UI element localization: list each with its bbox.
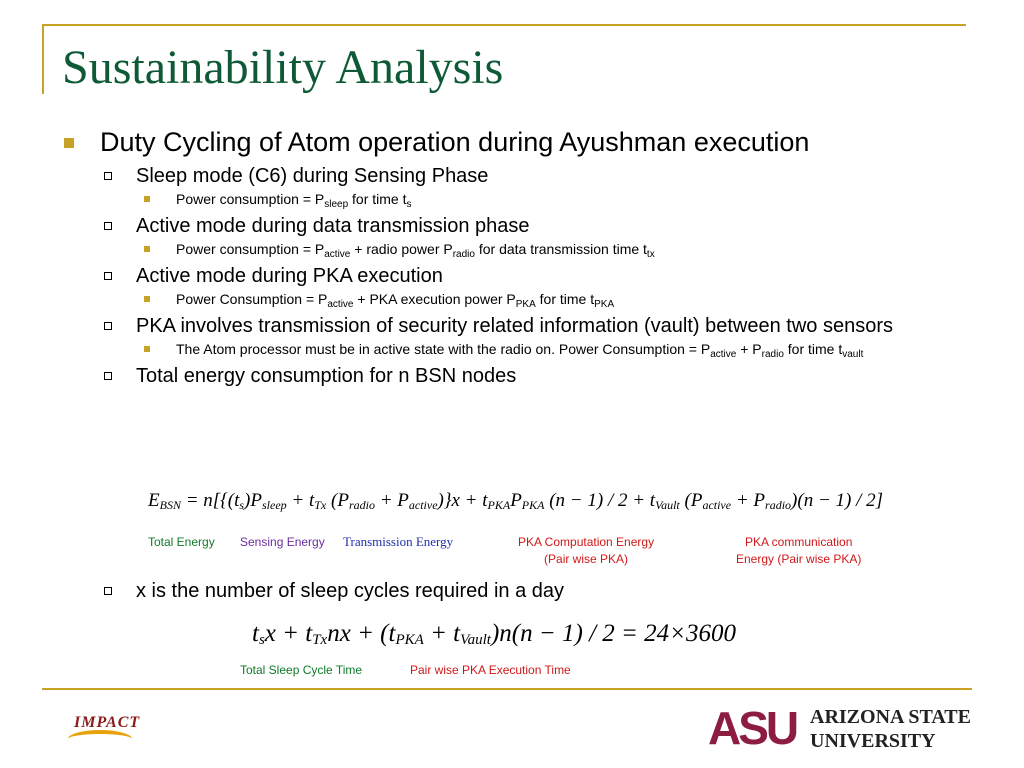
- detail-transmission: Power consumption = $P_{active}$ + radio power $P_{radio}$ for data transmission time $t_{tx}$: [60, 239, 960, 259]
- label-pka-execution-time: Pair wise PKA Execution Time: [410, 663, 571, 677]
- left-rule: [42, 24, 44, 94]
- asu-mark: ASU: [708, 702, 797, 754]
- label-total-sleep-cycle-time: Total Sleep Cycle Time: [240, 663, 363, 677]
- sub-bullet-sleep-cycles: x is the number of sleep cycles required in a day: [60, 578, 960, 604]
- asu-wordmark: ARIZONA STATE UNIVERSITY: [810, 706, 971, 752]
- bottom-rule: [42, 688, 972, 690]
- label-sensing-energy: Sensing Energy: [240, 535, 325, 549]
- label-pka-computation: PKA Computation Energy (Pair wise PKA): [518, 535, 655, 566]
- sub-bullet-total-energy: Total energy consumption for n BSN nodes: [60, 363, 960, 389]
- impact-swoosh-icon: [68, 730, 132, 748]
- detail-pka: Power Consumption = $P_{active}$ + PKA execution power $P_{PKA}$ for time $t_{PKA}$: [60, 289, 960, 309]
- detail-vault: The Atom processor must be in active state with the radio on. Power Consumption = $P_{active} + P_{radio}$ for time $t_{vault}$: [60, 339, 960, 359]
- sub-bullet-sleep: Sleep mode (C6) during Sensing Phase: [60, 163, 960, 189]
- sleep-cycle-equation: $t_sx + t_{Tx}nx + (t_{PKA} + t_{Vault})n(n - 1) / 2 = 24\times 3600$: [252, 620, 737, 648]
- detail-sleep: Power consumption = $P_{sleep}$ for time $t_s$: [60, 189, 960, 209]
- slide-content-lower: [60, 576, 960, 604]
- top-rule: [42, 24, 966, 26]
- slide-title: Sustainability Analysis: [62, 41, 504, 94]
- energy-equation: $E_{BSN} = n[\{(t_s)P_{sleep} + t_{Tx}$ $(P_{radio} + P_{active})\}x + t_{PKA}P_{PKA}$ $(n - 1) / 2 + t_{Vault}$ $(P_{active} + P_{radio})(n - 1) / 2$]: [148, 490, 884, 512]
- label-pka-communication: PKA communication Energy (Pair wise PKA): [736, 535, 862, 566]
- sub-bullet-transmission: Active mode during data transmission phase: [60, 213, 960, 239]
- sub-bullet-vault: PKA involves transmission of security related information (vault) between two sensors: [60, 313, 960, 339]
- slide-content: [60, 125, 960, 389]
- label-total-energy: Total Energy: [148, 535, 215, 549]
- asu-logo: [708, 703, 972, 755]
- main-bullet: Duty Cycling of Atom operation during Ayushman execution: [60, 125, 960, 159]
- impact-logo: IMPACT: [68, 712, 136, 748]
- label-transmission-energy: Transmission Energy: [343, 534, 454, 549]
- sub-bullet-pka: Active mode during PKA execution: [60, 263, 960, 289]
